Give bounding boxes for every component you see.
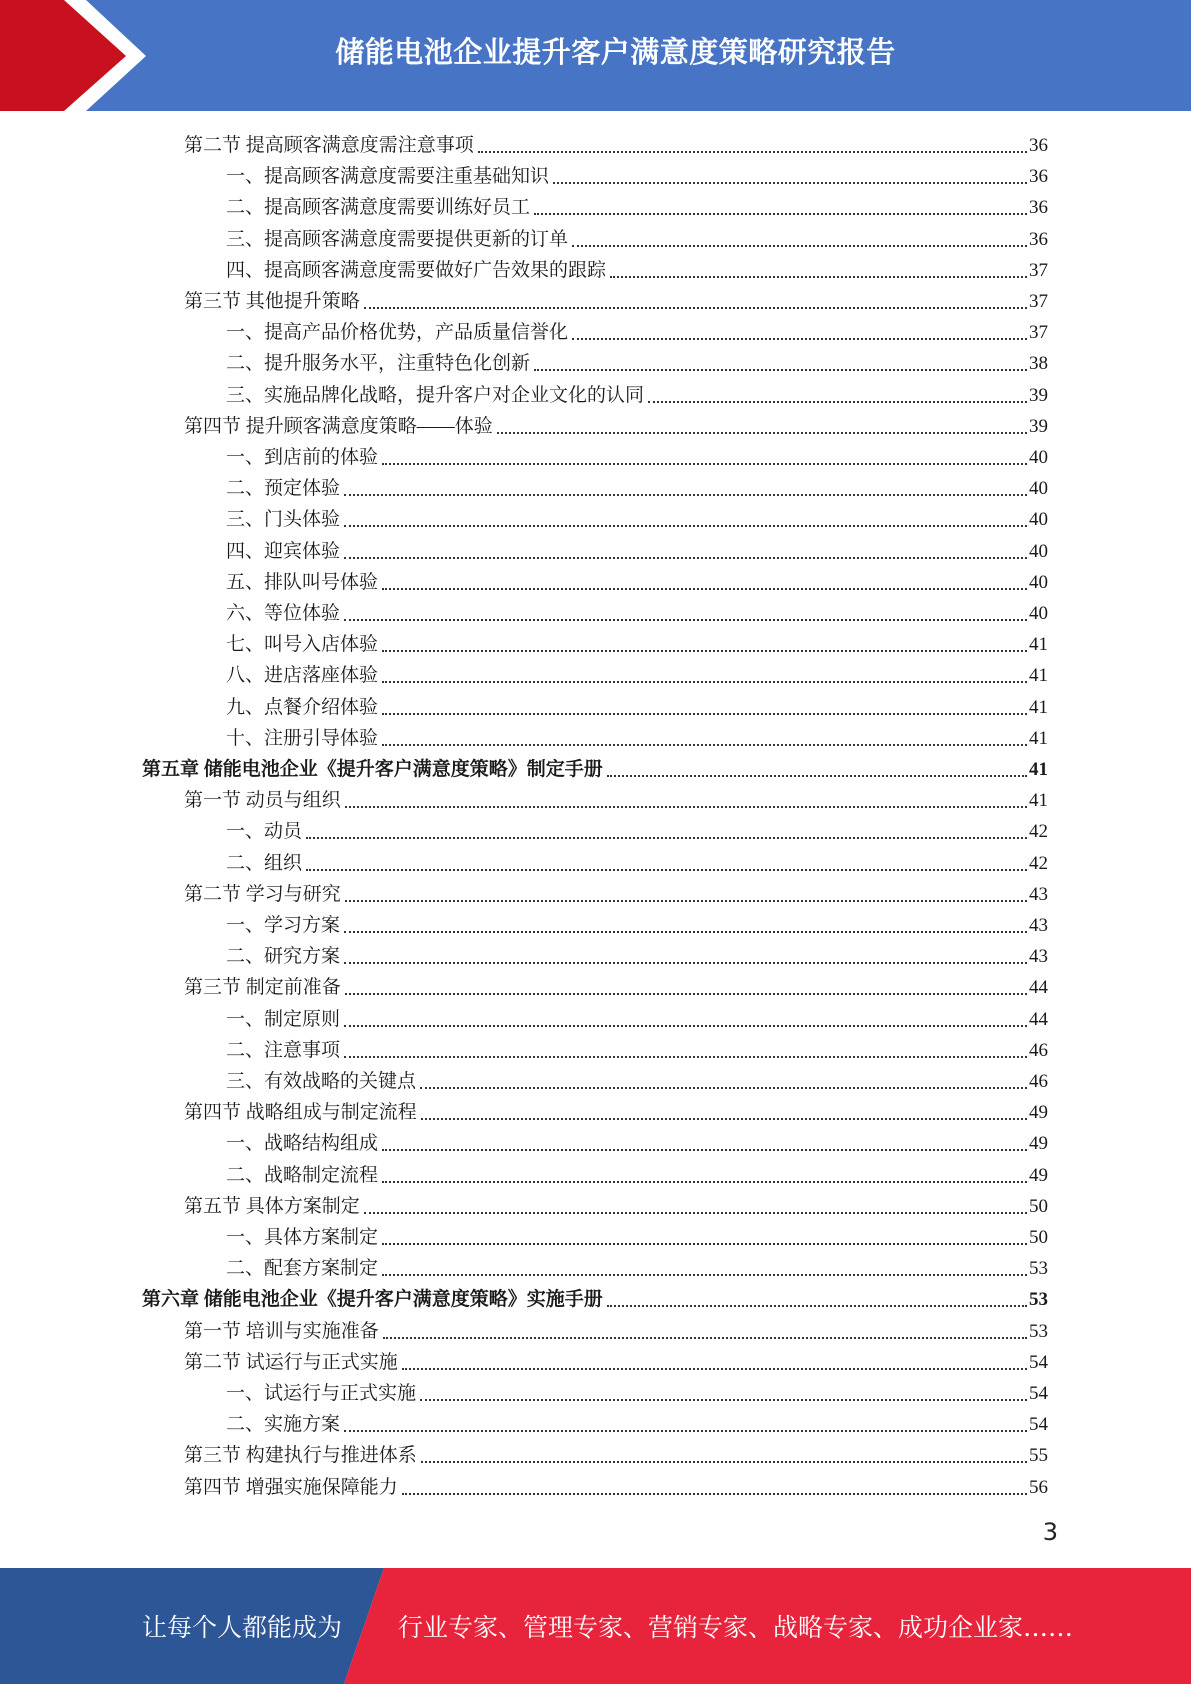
toc-subsection-entry[interactable] bbox=[226, 564, 1048, 595]
toc-entry-title: 一、提高产品价格优势，产品质量信誉化 bbox=[226, 322, 569, 344]
toc-entry-page: 49 bbox=[1029, 1102, 1048, 1124]
toc-entry-page: 41 bbox=[1029, 634, 1048, 656]
footer-slogan-right: 行业专家、管理专家、营销专家、战略专家、成功企业家…… bbox=[398, 1613, 1074, 1642]
toc-dot-leader bbox=[344, 1430, 1027, 1432]
toc-section-entry[interactable] bbox=[184, 1094, 1048, 1125]
toc-entry-title: 第一节 动员与组织 bbox=[184, 790, 341, 812]
toc-entry-page: 41 bbox=[1029, 759, 1048, 780]
toc-dot-leader bbox=[478, 151, 1027, 153]
toc-entry-page: 56 bbox=[1029, 1476, 1048, 1498]
toc-dot-leader bbox=[344, 1056, 1027, 1058]
toc-entry-page: 54 bbox=[1029, 1383, 1048, 1404]
toc-section-entry[interactable] bbox=[184, 408, 1048, 439]
toc-subsection-entry[interactable] bbox=[226, 907, 1048, 938]
toc-entry-title: 一、学习方案 bbox=[226, 915, 341, 936]
toc-subsection-entry[interactable] bbox=[226, 158, 1048, 189]
footer-slogan-left: 让每个人都能成为 bbox=[142, 1613, 343, 1642]
toc-entry-title: 第二节 提高顾客满意度需注意事项 bbox=[184, 135, 474, 156]
toc-entry-title: 三、提高顾客满意度需要提供更新的订单 bbox=[226, 228, 569, 250]
toc-dot-leader bbox=[364, 1212, 1027, 1214]
toc-entry-page: 53 bbox=[1029, 1289, 1048, 1311]
toc-entry-page: 36 bbox=[1029, 228, 1048, 250]
toc-entry-page: 50 bbox=[1029, 1195, 1048, 1217]
toc-dot-leader bbox=[420, 1087, 1027, 1089]
toc-entry-title: 二、提高顾客满意度需要训练好员工 bbox=[226, 197, 531, 219]
toc-dot-leader bbox=[344, 557, 1027, 559]
toc-dot-leader bbox=[382, 744, 1027, 746]
toc-entry-title: 第四节 提升顾客满意度策略——体验 bbox=[184, 415, 493, 437]
toc-section-entry[interactable] bbox=[184, 1437, 1048, 1468]
toc-entry-title: 三、有效战略的关键点 bbox=[226, 1071, 417, 1092]
toc-dot-leader bbox=[420, 1399, 1027, 1401]
toc-entry-page: 49 bbox=[1029, 1133, 1048, 1155]
toc-entry-title: 一、提高顾客满意度需要注重基础知识 bbox=[226, 166, 550, 188]
toc-dot-leader bbox=[610, 276, 1027, 278]
toc-subsection-entry[interactable] bbox=[226, 813, 1048, 844]
toc-entry-title: 第二节 试运行与正式实施 bbox=[184, 1351, 398, 1373]
toc-subsection-entry[interactable] bbox=[226, 1219, 1048, 1250]
toc-subsection-entry[interactable] bbox=[226, 1032, 1048, 1063]
toc-entry-page: 54 bbox=[1029, 1351, 1048, 1373]
toc-dot-leader bbox=[345, 806, 1027, 808]
toc-entry-page: 43 bbox=[1029, 915, 1048, 936]
toc-section-entry[interactable] bbox=[184, 782, 1048, 813]
toc-dot-leader bbox=[607, 1305, 1027, 1307]
toc-entry-page: 39 bbox=[1029, 384, 1048, 406]
toc-dot-leader bbox=[306, 837, 1027, 839]
toc-entry-title: 一、到店前的体验 bbox=[226, 447, 379, 468]
toc-entry-title: 九、点餐介绍体验 bbox=[226, 696, 379, 718]
toc-dot-leader bbox=[572, 245, 1027, 247]
toc-dot-leader bbox=[534, 369, 1027, 371]
toc-entry-title: 第三节 构建执行与推进体系 bbox=[184, 1445, 417, 1467]
toc-dot-leader bbox=[607, 775, 1027, 777]
toc-entry-title: 第六章 储能电池企业《提升客户满意度策略》实施手册 bbox=[142, 1289, 603, 1311]
toc-dot-leader bbox=[382, 713, 1027, 715]
page-header bbox=[0, 0, 1191, 111]
toc-entry-page: 55 bbox=[1029, 1445, 1048, 1467]
toc-subsection-entry[interactable] bbox=[226, 221, 1048, 252]
toc-chapter-entry[interactable] bbox=[142, 751, 1048, 782]
toc-section-entry[interactable] bbox=[184, 127, 1048, 158]
toc-dot-leader bbox=[553, 182, 1027, 184]
page-number: 3 bbox=[1042, 1518, 1058, 1546]
toc-subsection-entry[interactable] bbox=[226, 1250, 1048, 1281]
toc-subsection-entry[interactable] bbox=[226, 533, 1048, 564]
toc-subsection-entry[interactable] bbox=[226, 1375, 1048, 1406]
toc-dot-leader bbox=[402, 1493, 1027, 1495]
toc-subsection-entry[interactable] bbox=[226, 377, 1048, 408]
toc-entry-title: 十、注册引导体验 bbox=[226, 727, 379, 749]
toc-entry-page: 41 bbox=[1029, 727, 1048, 749]
toc-subsection-entry[interactable] bbox=[226, 1001, 1048, 1032]
toc-entry-page: 46 bbox=[1029, 1071, 1048, 1092]
toc-entry-title: 二、注意事项 bbox=[226, 1039, 341, 1061]
toc-dot-leader bbox=[306, 869, 1027, 871]
toc-section-entry[interactable] bbox=[184, 1313, 1048, 1344]
toc-subsection-entry[interactable] bbox=[226, 501, 1048, 532]
toc-dot-leader bbox=[344, 494, 1027, 496]
toc-subsection-entry[interactable] bbox=[226, 1157, 1048, 1188]
toc-entry-title: 二、实施方案 bbox=[226, 1414, 341, 1436]
toc-entry-page: 40 bbox=[1029, 478, 1048, 500]
toc-dot-leader bbox=[382, 463, 1027, 465]
toc-entry-title: 二、配套方案制定 bbox=[226, 1258, 379, 1280]
toc-subsection-entry[interactable] bbox=[226, 470, 1048, 501]
toc-subsection-entry[interactable] bbox=[226, 345, 1048, 376]
toc-entry-page: 36 bbox=[1029, 197, 1048, 219]
toc-entry-page: 38 bbox=[1029, 353, 1048, 375]
toc-dot-leader bbox=[344, 931, 1027, 933]
toc-entry-page: 50 bbox=[1029, 1227, 1048, 1248]
toc-section-entry[interactable] bbox=[184, 876, 1048, 907]
toc-subsection-entry[interactable] bbox=[226, 720, 1048, 751]
toc-subsection-entry[interactable] bbox=[226, 252, 1048, 283]
toc-subsection-entry[interactable] bbox=[226, 1063, 1048, 1094]
toc-entry-title: 一、制定原则 bbox=[226, 1008, 341, 1030]
toc-entry-page: 37 bbox=[1029, 291, 1048, 312]
toc-entry-page: 40 bbox=[1029, 571, 1048, 593]
toc-entry-title: 第四节 战略组成与制定流程 bbox=[184, 1102, 417, 1124]
toc-dot-leader bbox=[497, 432, 1027, 434]
toc-subsection-entry[interactable] bbox=[226, 189, 1048, 220]
toc-entry-page: 36 bbox=[1029, 166, 1048, 188]
toc-entry-title: 二、组织 bbox=[226, 852, 303, 874]
toc-dot-leader bbox=[382, 650, 1027, 652]
toc-dot-leader bbox=[402, 1368, 1027, 1370]
toc-subsection-entry[interactable] bbox=[226, 1406, 1048, 1437]
toc-entry-page: 44 bbox=[1029, 977, 1048, 999]
toc-entry-page: 41 bbox=[1029, 665, 1048, 687]
toc-entry-title: 四、迎宾体验 bbox=[226, 540, 341, 562]
toc-entry-page: 41 bbox=[1029, 696, 1048, 718]
toc-entry-title: 第二节 学习与研究 bbox=[184, 883, 341, 905]
toc-entry-page: 42 bbox=[1029, 852, 1048, 874]
toc-dot-leader bbox=[344, 619, 1027, 621]
toc-entry-page: 43 bbox=[1029, 883, 1048, 905]
toc-entry-title: 第五节 具体方案制定 bbox=[184, 1195, 360, 1217]
toc-entry-page: 53 bbox=[1029, 1258, 1048, 1280]
toc-entry-page: 36 bbox=[1029, 135, 1048, 156]
toc-entry-page: 44 bbox=[1029, 1008, 1048, 1030]
toc-dot-leader bbox=[364, 307, 1027, 309]
toc-entry-page: 40 bbox=[1029, 603, 1048, 624]
toc-entry-page: 42 bbox=[1029, 821, 1048, 843]
toc-entry-page: 46 bbox=[1029, 1039, 1048, 1061]
toc-entry-page: 53 bbox=[1029, 1320, 1048, 1342]
toc-subsection-entry[interactable] bbox=[226, 845, 1048, 876]
toc-subsection-entry[interactable] bbox=[226, 938, 1048, 969]
toc-dot-leader bbox=[572, 338, 1027, 340]
toc-entry-page: 39 bbox=[1029, 415, 1048, 437]
toc-entry-title: 六、等位体验 bbox=[226, 603, 341, 624]
toc-entry-title: 一、动员 bbox=[226, 821, 303, 843]
toc-dot-leader bbox=[382, 681, 1027, 683]
toc-entry-title: 四、提高顾客满意度需要做好广告效果的跟踪 bbox=[226, 259, 607, 281]
toc-dot-leader bbox=[382, 588, 1027, 590]
toc-section-entry[interactable] bbox=[184, 1188, 1048, 1219]
toc-subsection-entry[interactable] bbox=[226, 314, 1048, 345]
toc-entry-title: 一、试运行与正式实施 bbox=[226, 1383, 417, 1404]
toc-entry-title: 二、研究方案 bbox=[226, 946, 341, 968]
toc-entry-page: 37 bbox=[1029, 259, 1048, 281]
toc-entry-page: 49 bbox=[1029, 1164, 1048, 1186]
toc-section-entry[interactable] bbox=[184, 969, 1048, 1000]
toc-entry-title: 第一节 培训与实施准备 bbox=[184, 1320, 379, 1342]
toc-entry-title: 五、排队叫号体验 bbox=[226, 571, 379, 593]
toc-entry-page: 40 bbox=[1029, 540, 1048, 562]
toc-subsection-entry[interactable] bbox=[226, 439, 1048, 470]
toc-dot-leader bbox=[421, 1461, 1027, 1463]
toc-entry-page: 41 bbox=[1029, 790, 1048, 812]
toc-subsection-entry[interactable] bbox=[226, 657, 1048, 688]
toc-subsection-entry[interactable] bbox=[226, 626, 1048, 657]
toc-entry-page: 40 bbox=[1029, 509, 1048, 531]
toc-entry-title: 第五章 储能电池企业《提升客户满意度策略》制定手册 bbox=[142, 759, 603, 780]
toc-entry-title: 二、预定体验 bbox=[226, 478, 341, 500]
toc-dot-leader bbox=[345, 993, 1027, 995]
toc-entry-page: 43 bbox=[1029, 946, 1048, 968]
toc-chapter-entry[interactable] bbox=[142, 1281, 1048, 1312]
toc-section-entry[interactable] bbox=[184, 1469, 1048, 1500]
toc-dot-leader bbox=[382, 1181, 1027, 1183]
toc-dot-leader bbox=[383, 1337, 1027, 1339]
toc-dot-leader bbox=[648, 401, 1027, 403]
toc-entry-title: 第三节 其他提升策略 bbox=[184, 291, 360, 312]
toc-entry-title: 三、实施品牌化战略，提升客户对企业文化的认同 bbox=[226, 384, 645, 406]
report-title: 储能电池企业提升客户满意度策略研究报告 bbox=[335, 34, 896, 69]
toc-subsection-entry[interactable] bbox=[226, 1125, 1048, 1156]
toc-subsection-entry[interactable] bbox=[226, 689, 1048, 720]
toc-dot-leader bbox=[421, 1118, 1027, 1120]
toc-entry-title: 二、战略制定流程 bbox=[226, 1164, 379, 1186]
toc-entry-title: 七、叫号入店体验 bbox=[226, 634, 379, 656]
toc-entry-title: 三、门头体验 bbox=[226, 509, 341, 531]
toc-entry-title: 一、战略结构组成 bbox=[226, 1133, 379, 1155]
toc-subsection-entry[interactable] bbox=[226, 595, 1048, 626]
toc-entry-title: 二、提升服务水平，注重特色化创新 bbox=[226, 353, 531, 375]
toc-dot-leader bbox=[534, 213, 1027, 215]
toc-entry-page: 37 bbox=[1029, 322, 1048, 344]
toc-entry-title: 八、进店落座体验 bbox=[226, 665, 379, 687]
toc-dot-leader bbox=[344, 1025, 1027, 1027]
toc-dot-leader bbox=[345, 900, 1027, 902]
toc-dot-leader bbox=[344, 525, 1027, 527]
toc-entry-title: 一、具体方案制定 bbox=[226, 1227, 379, 1248]
toc-dot-leader bbox=[382, 1149, 1027, 1151]
toc-dot-leader bbox=[382, 1243, 1027, 1245]
toc-entry-title: 第三节 制定前准备 bbox=[184, 977, 341, 999]
toc-entry-page: 54 bbox=[1029, 1414, 1048, 1436]
toc-section-entry[interactable] bbox=[184, 283, 1048, 314]
toc-entry-title: 第四节 增强实施保障能力 bbox=[184, 1476, 398, 1498]
toc-section-entry[interactable] bbox=[184, 1344, 1048, 1375]
toc-dot-leader bbox=[382, 1274, 1027, 1276]
toc-dot-leader bbox=[344, 962, 1027, 964]
toc-entry-page: 40 bbox=[1029, 447, 1048, 468]
page-footer bbox=[0, 1568, 1191, 1684]
